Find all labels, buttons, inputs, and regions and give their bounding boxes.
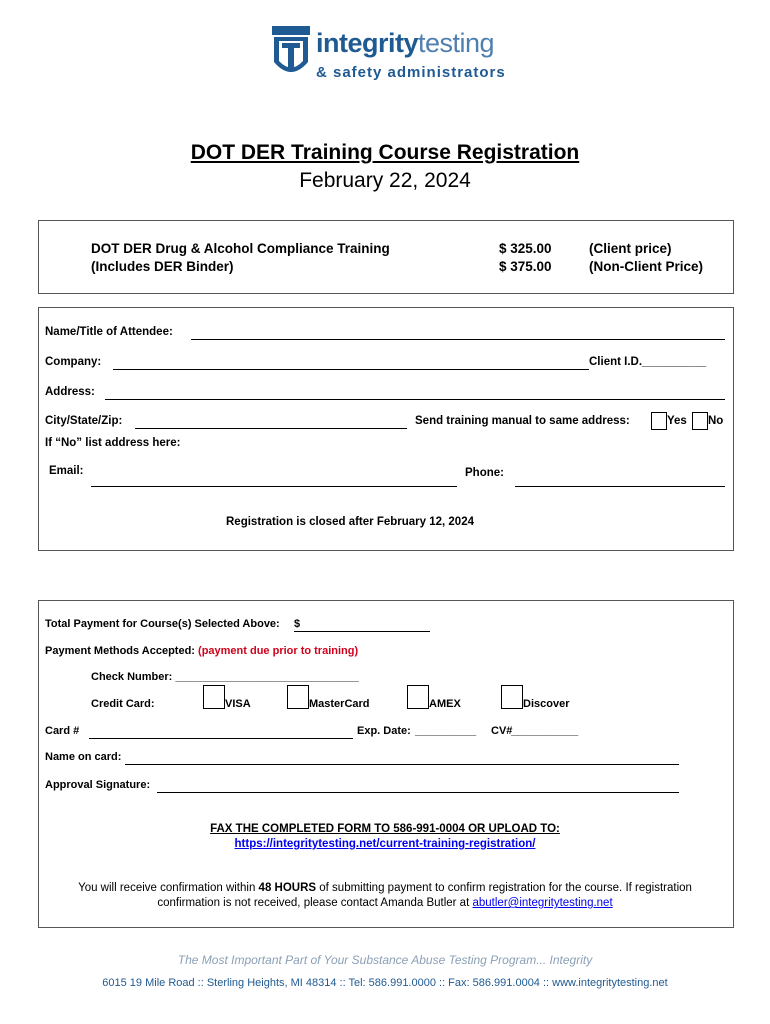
confirm-text-bold: 48 HOURS xyxy=(258,882,317,894)
city-state-zip-field[interactable] xyxy=(135,428,407,429)
if-no-label: If “No” list address here: xyxy=(45,437,181,449)
price-client: $ 325.00 xyxy=(499,241,552,256)
amex-checkbox[interactable] xyxy=(407,685,429,709)
email-label: Email: xyxy=(49,465,84,477)
yes-checkbox[interactable] xyxy=(651,412,667,430)
card-number-label: Card # xyxy=(45,725,80,737)
email-field[interactable] xyxy=(91,486,457,487)
contact-email-link[interactable]: abutler@integritytesting.net xyxy=(472,897,613,909)
phone-field[interactable] xyxy=(515,486,725,487)
footer-address: 6015 19 Mile Road :: Sterling Heights, MI 48314 :: Tel: 586.991.0000 :: Fax: 586.991.0004 :: www.integritytesting.net xyxy=(102,977,668,989)
name-title-field[interactable] xyxy=(191,339,725,340)
amex-label: AMEX xyxy=(429,698,461,710)
total-payment-field[interactable] xyxy=(294,631,430,632)
check-number-field[interactable]: Check Number: ______________________________ xyxy=(91,671,359,683)
client-id-label[interactable]: Client I.D.__________ xyxy=(589,356,706,368)
confirm-text-line2: confirmation is not received, please contact Amanda Butler at xyxy=(157,897,473,909)
total-payment-dollar: $ xyxy=(294,618,301,630)
address-label: Address: xyxy=(45,386,95,398)
discover-label: Discover xyxy=(523,698,570,710)
company-label: Company: xyxy=(45,356,102,368)
confirm-text-post: of submitting payment to confirm registration for the course. If registration xyxy=(316,882,692,894)
approval-signature-field[interactable] xyxy=(157,792,679,793)
name-on-card-label: Name on card: xyxy=(45,751,122,763)
fax-instructions: FAX THE COMPLETED FORM TO 586-991-0004 OR UPLOAD TO: xyxy=(210,823,560,835)
send-manual-label: Send training manual to same address: xyxy=(415,415,630,427)
company-field[interactable] xyxy=(113,369,589,370)
attendee-box xyxy=(38,307,734,551)
address-field[interactable] xyxy=(105,399,725,400)
logo-tagline: & safety administrators xyxy=(316,64,506,81)
visa-checkbox[interactable] xyxy=(203,685,225,709)
discover-checkbox[interactable] xyxy=(501,685,523,709)
upload-link[interactable]: https://integritytesting.net/current-training-registration/ xyxy=(234,838,536,850)
yes-label: Yes xyxy=(667,415,687,427)
footer-slogan: The Most Important Part of Your Substance Abuse Testing Program... Integrity xyxy=(177,953,593,967)
visa-label: VISA xyxy=(225,698,251,710)
mastercard-label: MasterCard xyxy=(309,698,370,710)
no-checkbox[interactable] xyxy=(692,412,708,430)
page-title: DOT DER Training Course Registration xyxy=(190,141,580,164)
label-client: (Client price) xyxy=(589,241,672,256)
price-nonclient: $ 375.00 xyxy=(499,259,552,274)
logo-brand-bold: integrity xyxy=(316,28,419,58)
cv-label: CV# xyxy=(491,725,513,737)
course-name-line1: DOT DER Drug & Alcohol Compliance Training xyxy=(91,241,390,256)
registration-closed-notice: Registration is closed after February 12, 2024 xyxy=(226,516,474,528)
page-date: February 22, 2024 xyxy=(299,169,471,192)
company-logo xyxy=(270,24,510,88)
card-number-field[interactable] xyxy=(89,738,353,739)
cv-field[interactable]: ___________ xyxy=(511,725,579,737)
exp-date-field[interactable]: __________ xyxy=(415,725,477,737)
payment-box xyxy=(38,600,734,928)
integrity-shield-icon xyxy=(270,24,312,82)
course-name-line2: (Includes DER Binder) xyxy=(91,259,234,274)
confirm-text-pre: You will receive confirmation within xyxy=(78,882,259,894)
logo-brand-light: testing xyxy=(418,28,495,58)
name-on-card-field[interactable] xyxy=(125,764,679,765)
mastercard-checkbox[interactable] xyxy=(287,685,309,709)
course-box xyxy=(38,220,734,294)
approval-signature-label: Approval Signature: xyxy=(45,779,151,791)
phone-label: Phone: xyxy=(465,467,504,479)
credit-card-label: Credit Card: xyxy=(91,698,155,710)
label-nonclient: (Non-Client Price) xyxy=(589,259,704,274)
exp-date-label: Exp. Date: xyxy=(357,725,411,737)
name-title-label: Name/Title of Attendee: xyxy=(45,326,173,338)
total-payment-label: Total Payment for Course(s) Selected Above: xyxy=(45,618,280,630)
payment-methods-label: Payment Methods Accepted: xyxy=(45,645,195,657)
payment-methods-note: (payment due prior to training) xyxy=(198,645,359,657)
city-state-zip-label: City/State/Zip: xyxy=(45,415,123,427)
no-label: No xyxy=(708,415,724,427)
